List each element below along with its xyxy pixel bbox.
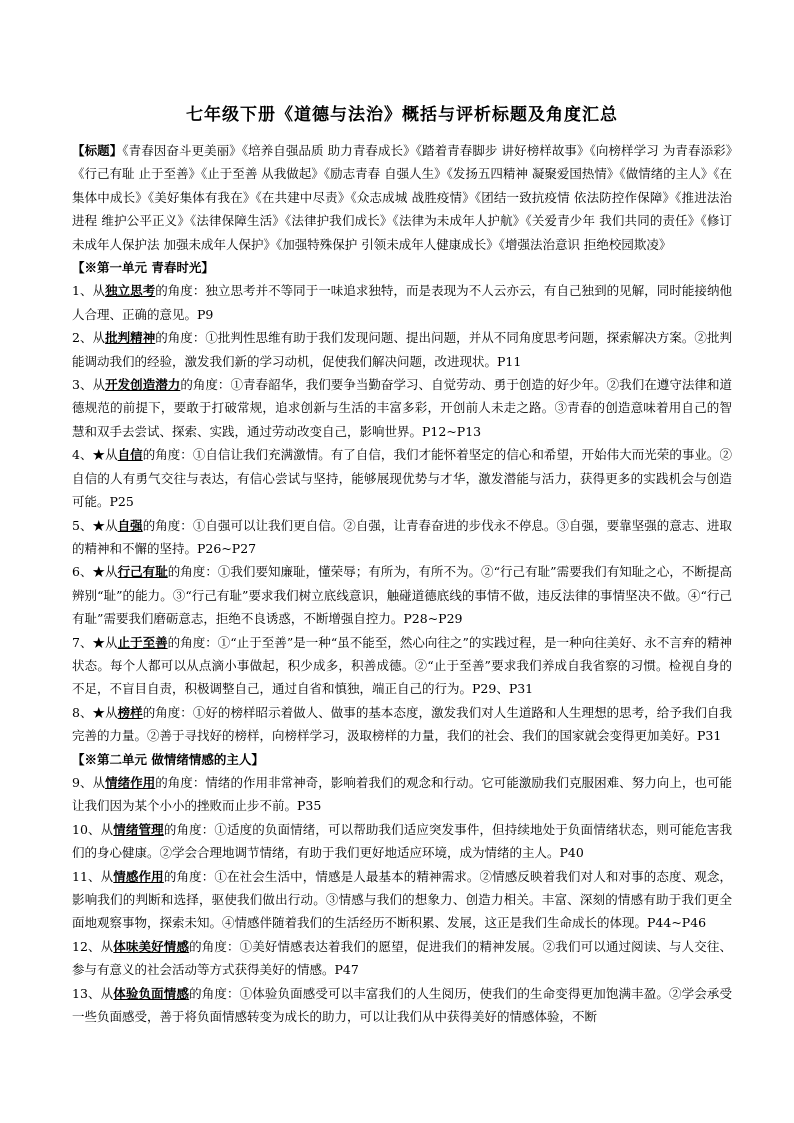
document-title: 七年级下册《道德与法治》概括与评析标题及角度汇总 [186, 105, 618, 125]
item-prefix: 7、★从 [72, 634, 118, 650]
item-prefix: 3、从 [72, 377, 106, 393]
item-prefix: 4、★从 [72, 447, 118, 463]
item-keyword: 情绪作用 [105, 774, 156, 790]
item-body: 的角度：①好的榜样昭示着做人、做事的基本态度，激发我们对人生道路和人生理想的思考，给予我们自我完善的力量。②善于寻找好的榜样，向榜样学习，汲取榜样的力量，我们的社会、我们的国家就会变得更加美好。P31 [72, 704, 732, 744]
list-item [72, 631, 732, 701]
list-item [72, 935, 732, 982]
item-body: 的角度：①“止于至善”是一种“虽不能至，然心向往之”的实践过程，是一种向往美好、永不言弃的精神状态。每个人都可以从点滴小事做起，积少成多，积善成德。②“止于至善”要求我们养成自我省察的习惯。检视自身的不足，不盲目自责，积极调整自己，通过自省和慎独，端正自己的行为。P29、P31 [72, 634, 732, 697]
item-keyword: 自信 [117, 447, 143, 463]
item-keyword: 行己有耻 [117, 564, 168, 580]
list-item [72, 982, 732, 1029]
item-prefix: 11、从 [72, 868, 114, 884]
list-item [72, 279, 732, 326]
item-keyword: 开发创造潜力 [105, 377, 181, 393]
item-keyword: 独立思考 [105, 283, 156, 299]
item-keyword: 情感作用 [113, 868, 164, 884]
tags-text: 《青春因奋斗更美丽》《培养自强品质 助力青春成长》《踏着青春脚步 讲好榜样故事》《向榜样学习 为青春添彩》《行己有耻 止于至善》《止于至善 从我做起》《励志青春 自强人生》《发扬五四精神 凝聚爱国热情》《做情绪的主人》《在集体中成长》《美好集体有我在》《在共建中尽责》《众志成城 战胜疫情》《团结一致抗疫情 依法防控作保障》《推进法治进程 维护公平正义》《法律保障生活》《法律护我们成长》《法律为未成年人护航》《关爱青少年 我们共同的责任》《修订未成年人保护法 加强未成年人保护》《加强特殊保护 引领未成年人健康成长》《增强法治意识 拒绝校园欺凌》 [72, 143, 732, 252]
item-keyword: 批判精神 [105, 330, 156, 346]
item-prefix: 2、从 [72, 330, 106, 346]
item-body: 的角度：①青春韶华，我们要争当勤奋学习、自觉劳动、勇于创造的好少年。②我们在遵守法律和道德规范的前提下，要敢于打破常规，追求创新与生活的丰富多彩，开创前人未走之路。③青春的创造意味着用自己的智慧和双手去尝试、探索、实践，通过劳动改变自己，影响世界。P12~P13 [72, 377, 732, 439]
item-prefix: 8、★从 [72, 704, 118, 720]
list-item [72, 865, 732, 935]
unit-heading-2: 【※第二单元 做情绪情感的主人】 [72, 751, 264, 767]
item-prefix: 13、从 [72, 985, 114, 1001]
list-item [72, 701, 732, 748]
item-body: 的角度：独立思考并不等同于一味追求独特，而是表现为不人云亦云，有自己独到的见解，同时能接纳他人合理、正确的意见。P9 [72, 283, 732, 322]
item-body: 的角度：①适度的负面情绪，可以帮助我们适应突发事件，但持续地处于负面情绪状态，则可能危害我们的身心健康。②学会合理地调节情绪，有助于我们更好地适应环境，成为情绪的主人。P40 [72, 821, 732, 861]
item-keyword: 自强 [117, 517, 143, 533]
item-keyword: 情绪管理 [113, 821, 164, 837]
list-item [72, 443, 732, 513]
item-body: 的角度：①美好情感表达着我们的愿望，促进我们的精神发展。②我们可以通过阅读、与人交往、参与有意义的社会活动等方式获得美好的情感。P47 [72, 938, 732, 978]
item-prefix: 6、★从 [72, 564, 118, 580]
item-prefix: 12、从 [72, 938, 114, 954]
item-prefix: 5、★从 [72, 517, 118, 533]
item-keyword: 榜样 [117, 704, 143, 720]
item-keyword: 止于至善 [117, 634, 168, 650]
list-item [72, 771, 732, 818]
item-body: 的角度：①自强可以让我们更自信。②自强，让青春奋进的步伐永不停息。③自强，要靠坚强的意志、进取的精神和不懈的坚持。P26~P27 [72, 517, 732, 556]
document-page [72, 100, 732, 1028]
item-body: 的角度：①体验负面感受可以丰富我们的人生阅历，使我们的生命变得更加饱满丰盈。②学会承受一些负面感受，善于将负面情感转变为成长的助力，可以让我们从中获得美好的情感体验，不断 [72, 985, 732, 1025]
list-item [72, 560, 732, 630]
item-keyword: 体味美好情感 [113, 938, 190, 954]
item-prefix: 9、从 [72, 774, 106, 790]
unit-heading-1: 【※第一单元 青春时光】 [72, 260, 214, 276]
list-item [72, 818, 732, 865]
item-prefix: 10、从 [72, 821, 114, 837]
item-body: 的角度：①我们要知廉耻，懂荣辱；有所为，有所不为。②“行己有耻”需要我们有知耻之心，不断提高辨别“耻”的能力。③“行己有耻”要求我们树立底线意识，触碰道德底线的事情不做，违反法律的事情坚决不做。④“行己有耻”需要我们磨砺意志，拒绝不良诱惑，不断增强自控力。P28~P29 [72, 564, 732, 627]
item-prefix: 1、从 [72, 283, 106, 299]
item-keyword: 体验负面情感 [113, 985, 190, 1001]
item-body: 的角度：情绪的作用非常神奇，影响着我们的观念和行动。它可能激励我们克服困难、努力向上，也可能让我们因为某个小小的挫败而止步不前。P35 [72, 774, 732, 814]
item-body: 的角度：①批判性思维有助于我们发现问题、提出问题，并从不同角度思考问题，探索解决方案。②批判能调动我们的经验，激发我们新的学习动机，促使我们解决问题，改进现状。P11 [72, 330, 732, 369]
item-body: 的角度：①自信让我们充满激情。有了自信，我们才能怀着坚定的信心和希望，开始伟大而光荣的事业。②自信的人有勇气交往与表达，有信心尝试与坚持，能够展现优势与才华，激发潜能与活力，获得更多的实践机会与创造可能。P25 [72, 447, 732, 510]
tags-paragraph [72, 139, 732, 256]
tags-label: 【标题】 [72, 143, 123, 158]
list-item [72, 514, 732, 561]
list-item [72, 373, 732, 443]
item-body: 的角度：①在社会生活中，情感是人最基本的精神需求。②情感反映着我们对人和对事的态度、观念，影响我们的判断和选择，驱使我们做出行动。③情感与我们的想象力、创造力相关。丰富、深刻的情感有助于我们更全面地观察事物，探索未知。④情感伴随着我们的生活经历不断积累、发展，这正是我们生命成长的体现。P44~P46 [72, 868, 732, 931]
list-item [72, 326, 732, 373]
